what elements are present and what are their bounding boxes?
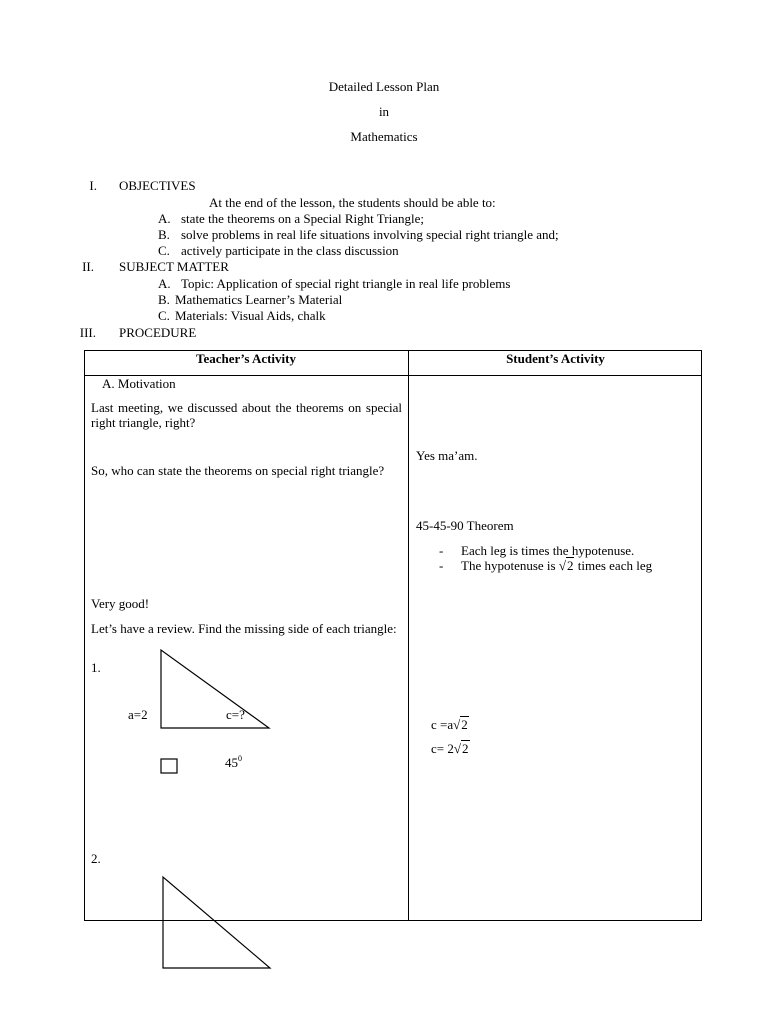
theorem-bullet-2 <box>461 558 652 574</box>
document-subject: Mathematics <box>350 129 418 144</box>
objectives-heading: OBJECTIVES <box>119 178 196 193</box>
leg-label: a=2 <box>128 707 148 722</box>
subject-matter-item: Mathematics Learner’s Material <box>175 292 343 307</box>
teacher-paragraph-2: So, who can state the theorems on special right triangle? <box>91 463 385 478</box>
sqrt-radicand: 2 <box>566 558 574 573</box>
subject-matter-letter: B. <box>158 292 170 307</box>
sqrt-radicand: 2 <box>462 741 469 756</box>
bullet-2-prefix: The hypotenuse is <box>461 558 559 573</box>
sqrt-two <box>454 741 470 757</box>
subject-matter-letter: C. <box>158 308 170 323</box>
objective-item: solve problems in real life situations involving special right triangle and; <box>181 227 559 242</box>
sqrt-symbol: √ <box>453 717 461 732</box>
document-title: Detailed Lesson Plan <box>328 79 440 94</box>
subject-matter-item: Topic: Application of special right triangle in real life problems <box>181 276 511 291</box>
motivation-heading: A. Motivation <box>102 376 176 391</box>
sqrt-symbol: √ <box>558 558 566 573</box>
teacher-activity-header: Teacher’s Activity <box>195 351 296 366</box>
sqrt-symbol: √ <box>453 741 461 756</box>
right-angle-square-icon <box>161 759 177 773</box>
objective-item: actively participate in the class discussion <box>181 243 399 258</box>
theorem-bullet-1: Each leg is times the hypotenuse. <box>461 543 635 558</box>
bullet-dash: - <box>439 543 444 558</box>
angle-label <box>225 755 242 771</box>
angle-value: 45 <box>225 755 238 770</box>
objective-letter: C. <box>158 243 170 258</box>
degree-superscript: 0 <box>238 754 242 763</box>
document-in: in <box>378 104 390 119</box>
bullet-dash: - <box>439 558 444 573</box>
objectives-numeral: I. <box>89 178 97 193</box>
hypotenuse-label: c=? <box>226 707 245 722</box>
triangle-1 <box>161 650 269 728</box>
subject-matter-numeral: II. <box>82 259 94 274</box>
sqrt-two <box>559 558 575 574</box>
subject-matter-item: Materials: Visual Aids, chalk <box>175 308 326 323</box>
equation-1 <box>431 717 469 733</box>
objective-letter: A. <box>158 211 171 226</box>
sqrt-radicand: 2 <box>461 717 468 732</box>
procedure-heading: PROCEDURE <box>119 325 197 340</box>
student-reply-yes: Yes ma’am. <box>416 448 478 463</box>
review-instruction: Let’s have a review. Find the missing side of each triangle: <box>91 621 397 636</box>
bullet-2-suffix: times each leg <box>574 558 653 573</box>
item-number-1: 1. <box>91 660 101 675</box>
subject-matter-letter: A. <box>158 276 171 291</box>
equation-2-prefix: c= 2 <box>431 741 454 756</box>
subject-matter-heading: SUBJECT MATTER <box>119 259 229 274</box>
equation-1-prefix: c =a <box>431 717 454 732</box>
very-good-text: Very good! <box>91 596 150 611</box>
item-number-2: 2. <box>91 851 101 866</box>
sqrt-two <box>453 717 469 733</box>
teacher-paragraph-1: Last meeting, we discussed about the theorems on special right triangle, right? <box>91 400 402 430</box>
objective-letter: B. <box>158 227 170 242</box>
objective-item: state the theorems on a Special Right Triangle; <box>181 211 424 226</box>
equation-2 <box>431 741 470 757</box>
procedure-numeral: III. <box>79 325 96 340</box>
objectives-intro: At the end of the lesson, the students should be able to: <box>209 195 496 210</box>
theorem-title: 45-45-90 Theorem <box>416 518 514 533</box>
student-activity-header: Student’s Activity <box>506 351 605 366</box>
triangle-2 <box>163 877 270 968</box>
